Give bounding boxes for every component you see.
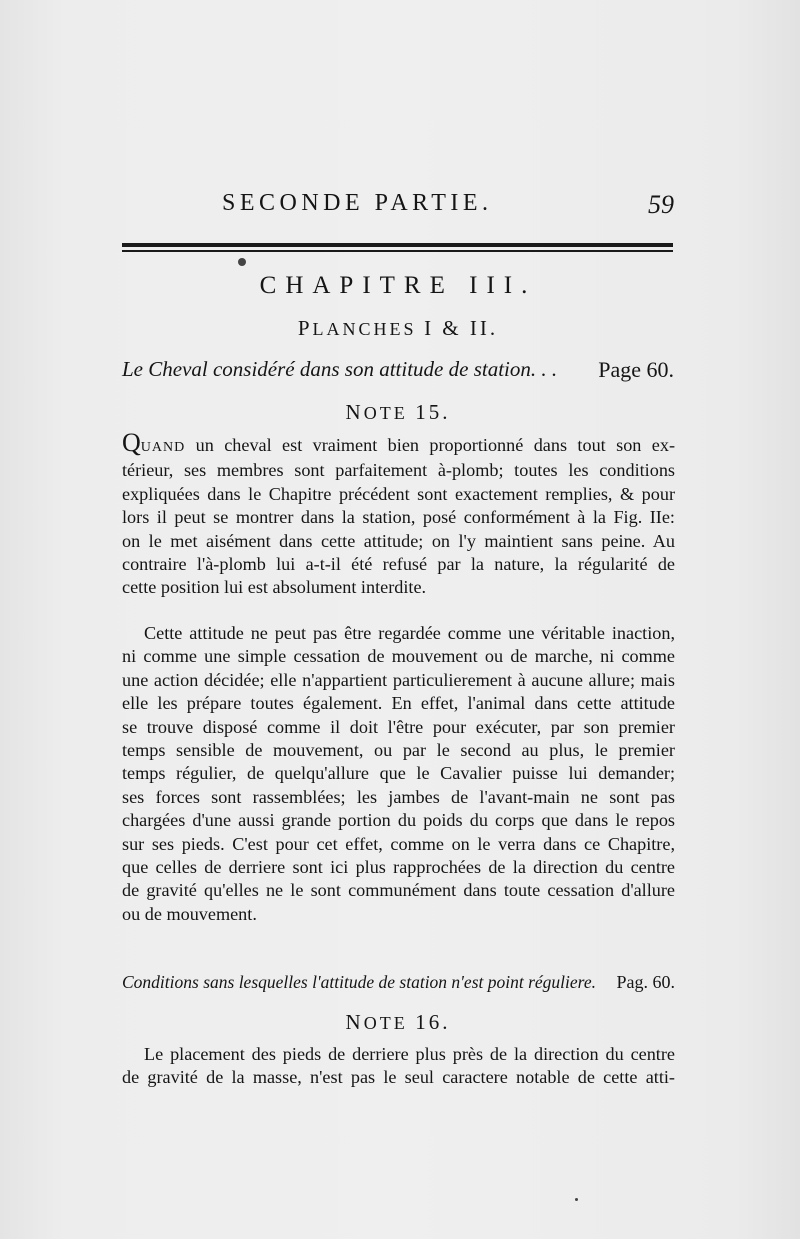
text-line: se trouve disposé comme il doit l'être pour exécuter, par son premier [122,716,675,737]
text-line: cette position lui est absolument interdite. [122,577,427,598]
note-15-number: 15. [415,400,451,424]
plates-numbers: I & II. [424,316,499,340]
text-line: contraire l'à-plomb lui a-t-il été refusé par la nature, la régularité de [122,554,675,575]
text-line: ses forces sont rassemblées; les jambes de l'avant-main ne sont pas [122,786,675,807]
text-line: lors il peut se montrer dans la station, posé conformément à la Fig. IIe: [122,507,675,528]
text-line: elle les prépare toutes également. En effet, l'animal dans cette attitude [122,693,675,714]
text-line: de gravité de la masse, n'est pas le seul caractere notable de cette atti- [122,1067,675,1088]
text-line-rest: un cheval est vraiment bien proportionné dans tout son ex- [185,435,675,455]
drop-cap: Q [122,428,141,457]
page-number: 59 [648,190,674,219]
header-rule-thick [122,243,673,247]
ink-speck [575,1198,578,1201]
small-caps-word: UAND [140,440,186,455]
note-16-number: 16. [415,1010,451,1034]
plates-heading [122,316,674,341]
note-15-heading [122,400,674,425]
text-line: que celles de derriere sont ici plus rapprochées de la direction du centre [122,857,675,878]
text-line: chargées d'une aussi grande portion du poids du corps que dans le repos [122,810,675,831]
text-line: Cette attitude ne peut pas être regardée comme une véritable inaction, [144,623,675,643]
text-line: Le placement des pieds de derriere plus près de la direction du centre [144,1044,675,1064]
plates-cap: P [297,316,313,340]
note-15-paragraph-2 [122,622,675,926]
chapter-title: CHAPITRE III. [259,272,537,299]
chapter-subject [122,357,674,383]
note-16-heading [122,1010,674,1035]
note-15-label: OTE [363,403,408,423]
text-line: expliquées dans le Chapitre précédent sont exactement remplies, & pour [122,483,675,504]
subject-page-ref: Page 60. [598,357,674,382]
page-header [122,190,674,226]
note-16-cap: N [345,1010,364,1034]
text-line: ni comme une simple cessation de mouvement ou de marche, ni comme [122,646,675,667]
conditions-heading [122,972,675,993]
text-line: on le met aisément dans cette attitude; on l'y maintient sans peine. Au [122,530,675,551]
text-line: ou de mouvement. [122,903,257,924]
ink-speck [238,258,246,266]
running-title: SECONDE PARTIE. [222,190,493,216]
subject-text: Le Cheval considéré dans son attitude de station. . . [122,357,558,381]
text-line: sur ses pieds. C'est pour cet effet, comme on le verra dans ce Chapitre, [122,833,675,854]
text-line: une action décidée; elle n'appartient particulierement à aucune allure; mais [122,669,675,690]
conditions-text: Conditions sans lesquelles l'attitude de station n'est point réguliere. [122,972,596,992]
note-15-paragraph-1 [122,428,675,600]
note-16-label: OTE [363,1013,408,1033]
text-line: temps sensible de mouvement, ou par le second au plus, le premier [122,740,675,761]
text-line: temps régulier, de quelqu'allure que le Cavalier puisse lui demander; [122,763,675,784]
note-15-cap: N [345,400,364,424]
text-line: térieur, ses membres sont parfaitement à-plomb; toutes les conditions [122,460,675,481]
note-16-paragraph [122,1043,675,1090]
plates-label: LANCHES [312,319,417,339]
header-rule-thin [122,250,673,252]
conditions-page-ref: Pag. 60. [616,972,675,992]
text-line: de gravité qu'elles ne le sont communément dans toute cessation d'allure [122,880,675,901]
text-line [122,428,675,459]
